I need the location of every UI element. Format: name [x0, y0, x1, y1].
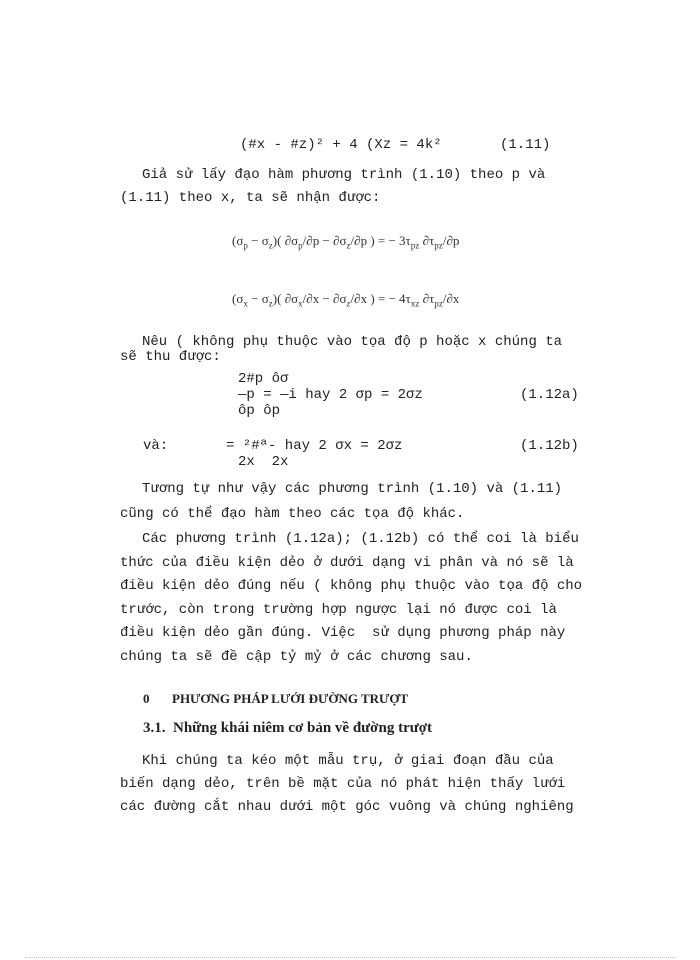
- paragraph-line: cũng có thể đạo hàm theo các tọa độ khác.: [120, 506, 465, 522]
- paragraph-line: điều kiện dẻo đúng nếu ( không phụ thuộc vào tọa độ cho: [120, 578, 583, 594]
- formula-1: $(\sigma_p - \sigma_z)$( $\partial\sigma_p/\partial p - \partial\sigma_z/\partial p$ ) = − $3\tau_{pz}$ $\partial\tau_{pz}/\partial p$: [232, 233, 460, 251]
- eq-1-12b-label: và:: [143, 438, 169, 454]
- subsection-number: 3.1.: [143, 720, 166, 736]
- subsection-heading: Những khái niêm cơ bản về đường trượt: [173, 720, 433, 736]
- paragraph-line: sẽ thu được:: [120, 349, 221, 365]
- equation-number: (1.12b): [520, 438, 579, 454]
- paragraph-line: chúng ta sẽ đề cập tỷ mỷ ở các chương sau.: [120, 649, 473, 665]
- paragraph-line: Khi chúng ta kéo một mẫu trụ, ở giai đoạn đầu của: [142, 753, 554, 769]
- paragraph-line: thức của điều kiện dẻo ở dưới dạng vi phân và nó sẽ là: [120, 555, 574, 571]
- paragraph-line: Giả sử lấy đạo hàm phương trình (1.10) theo p và: [142, 167, 546, 183]
- paragraph-line: Nêu ( không phụ thuộc vào tọa độ p hoặc x chúng ta: [142, 334, 563, 350]
- eq-1-12b: = ²#ª- hay 2 σx = 2σz: [226, 438, 403, 454]
- paragraph-line: (1.11) theo x, ta sẽ nhận được:: [120, 190, 381, 206]
- paragraph-line: trước, còn trong trường hợp ngược lại nó được coi là: [120, 602, 557, 618]
- formula-2: $(\sigma_x - \sigma_z)$( $\partial\sigma_x/\partial x - \partial\sigma_z/\partial x$ ) = − $4\tau_{xz}$ $\partial\tau_{pz}/\partial x$: [232, 291, 460, 309]
- paragraph-line: biến dạng dẻo, trên bề mặt của nó phát hiện thấy lưới: [120, 776, 566, 792]
- paragraph-line: các đường cắt nhau dưới một góc vuông và chúng nghiêng: [120, 799, 574, 815]
- eq-1-12a-top: 2#p ôσ: [238, 371, 289, 387]
- page-bottom-divider: [25, 957, 675, 958]
- equation-number: (1.12a): [520, 387, 579, 403]
- eq-1-12a: —p = —i hay 2 σp = 2σz: [238, 387, 423, 403]
- section-number: 0: [143, 691, 150, 706]
- paragraph-line: Các phương trình (1.12a); (1.12b) có thể coi là biểu: [142, 531, 579, 547]
- section-heading: PHƯƠNG PHÁP LƯỚI ĐƯỜNG TRƯỢT: [172, 691, 409, 706]
- paragraph-line: Tương tự như vậy các phương trình (1.10) và (1.11): [142, 481, 563, 497]
- eq-1-12a-bottom: ôp ôp: [238, 403, 281, 419]
- eq-1-12b-bottom: 2x 2x: [238, 454, 289, 470]
- equation-number: (1.11): [500, 137, 551, 153]
- equation-1-11: (#x - #z)² + 4 (Xz = 4k²: [240, 137, 442, 153]
- paragraph-line: điều kiện dẻo gần đúng. Việc sử dụng phương pháp này: [120, 625, 566, 641]
